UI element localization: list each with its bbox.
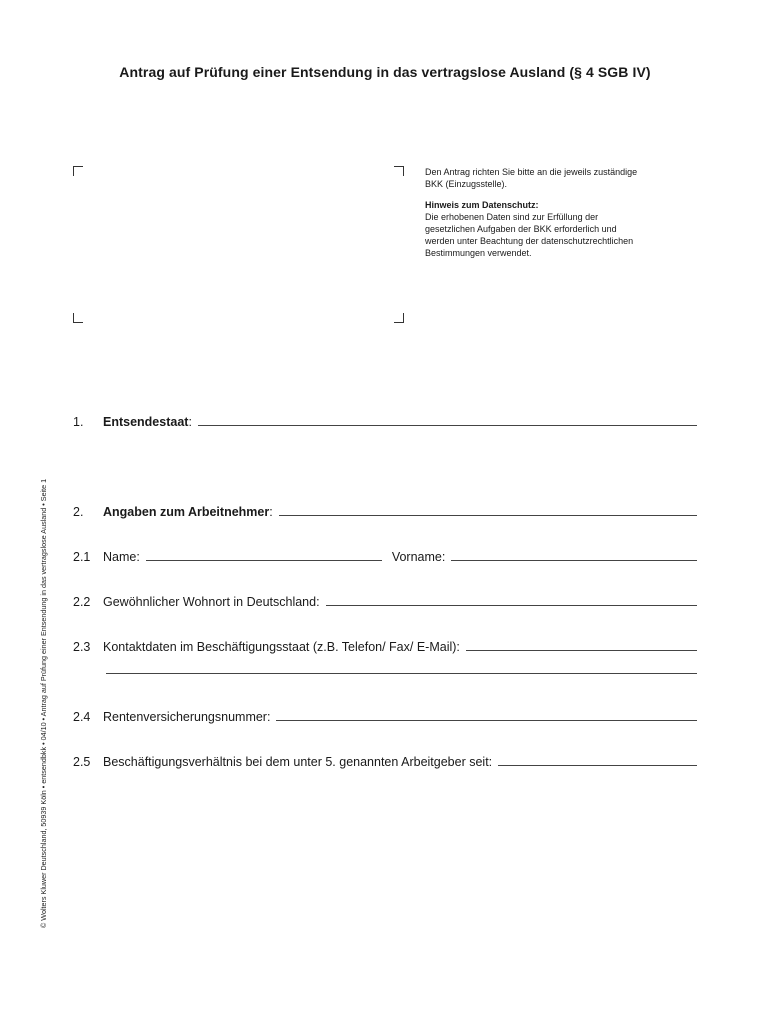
vorname-input-line[interactable] [451,560,697,561]
form-title: Antrag auf Prüfung einer Entsendung in das vertragslose Ausland (§ 4 SGB IV) [119,64,651,80]
field-number: 2.1 [73,550,91,564]
address-window-corner-top-right [394,166,404,176]
field-number: 1. [73,415,84,429]
privacy-line-2: gesetzlichen Aufgaben der BKK erforderlich und [425,224,617,234]
field-label-suffix: : [269,505,273,519]
privacy-line-1: Die erhobenen Daten sind zur Erfüllung der [425,212,599,222]
name-input-line[interactable] [146,560,382,561]
rentenversicherungsnummer-input-line[interactable] [276,720,697,721]
field-label: Angaben zum Arbeitnehmer [103,505,270,519]
field-number: 2. [73,505,84,519]
field-rentenversicherungsnummer [73,706,697,724]
field-number: 2.4 [73,710,91,724]
info-note [425,166,715,259]
kontaktdaten-input-line-2[interactable] [106,673,697,674]
address-window-corner-bottom-right [394,313,404,323]
field-label: Beschäftigungsverhältnis bei dem unter 5. genannten Arbeitgeber seit: [103,755,493,769]
address-window-corner-bottom-left [73,313,83,323]
privacy-heading: Hinweis zum Datenschutz: [425,200,539,210]
field-entsendestaat [73,411,697,429]
section-arbeitnehmer [73,501,697,519]
vorname-label: Vorname: [391,550,446,564]
privacy-line-3: werden unter Beachtung der datenschutzrechtlichen [425,236,634,246]
field-beschaeftigung-seit [73,751,697,769]
field-label: Rentenversicherungsnummer: [103,710,271,724]
field-label: Entsendestaat [103,415,189,429]
wohnort-input-line[interactable] [326,605,697,606]
entsendestaat-input-line[interactable] [198,425,697,426]
field-number: 2.5 [73,755,91,769]
name-label: Name: [103,550,140,564]
field-number: 2.2 [73,595,91,609]
beschaeftigung-seit-input-line[interactable] [498,765,697,766]
vertical-copyright-text: © Wolters Kluwer Deutschland, 50939 Köln • entsendbkk • 04/10 • Antrag auf Prüfung einer Entsendung in das vertragslose Ausland • Seite 1 [39,478,48,928]
field-kontaktdaten [73,636,697,654]
field-label-suffix: : [188,415,192,429]
field-name [73,546,697,564]
field-number: 2.3 [73,640,91,654]
arbeitnehmer-input-line[interactable] [279,515,697,516]
kontaktdaten-input-line[interactable] [466,650,697,651]
privacy-line-4: Bestimmungen verwendet. [425,248,532,258]
field-wohnort [73,591,697,609]
info-line-2: BKK (Einzugsstelle). [425,179,508,189]
field-label: Kontaktdaten im Beschäftigungsstaat (z.B. Telefon/ Fax/ E-Mail): [103,640,460,654]
field-label: Gewöhnlicher Wohnort in Deutschland: [103,595,320,609]
info-line-1: Den Antrag richten Sie bitte an die jeweils zuständige [425,167,638,177]
address-window-corner-top-left [73,166,83,176]
